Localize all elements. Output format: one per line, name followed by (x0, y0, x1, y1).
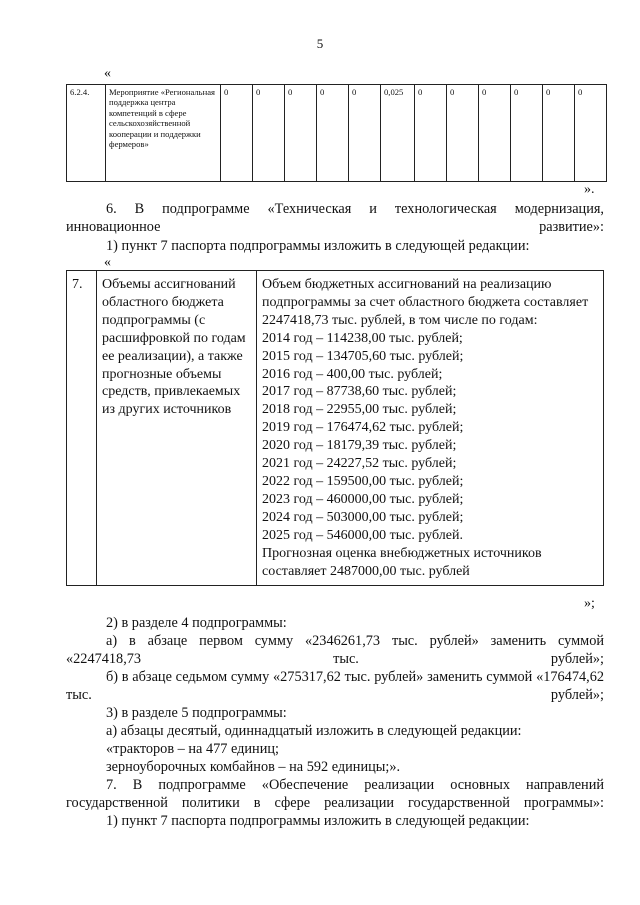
section-7-heading: 7. В подпрограмме «Обеспечение реализации основных направлений государственной политики в сфере реализации государственной программы»: (66, 777, 604, 811)
tractors-line: «тракторов – на 477 единиц; (106, 741, 279, 757)
passport-item-number: 7. (67, 271, 97, 586)
year-allocation: 2014 год – 114238,00 тыс. рублей; (262, 330, 463, 346)
budget-intro: Объем бюджетных ассигнований на реализацию подпрограммы за счет областного бюджета составляет 2247418,73 тыс. рублей, в том числе по годам: (262, 277, 589, 328)
opening-quote: « (104, 66, 111, 81)
activity-name: Мероприятие «Региональная поддержка центра компетенций в сфере сельскохозяйственной кооперации и поддержки фермеров» (106, 85, 221, 182)
year-allocation: 2025 год – 546000,00 тыс. рублей. (262, 527, 463, 543)
value-cell: 0 (511, 85, 543, 182)
value-cell: 0 (415, 85, 447, 182)
value-cell: 0,025 (381, 85, 415, 182)
value-cell: 0 (575, 85, 607, 182)
page-number: 5 (316, 36, 324, 51)
table-row (67, 85, 607, 182)
year-allocation: 2018 год – 22955,00 тыс. рублей; (262, 402, 457, 418)
value-cell: 0 (479, 85, 511, 182)
value-cell: 0 (253, 85, 285, 182)
activity-code: 6.2.4. (67, 85, 106, 182)
value-cell: 0 (317, 85, 349, 182)
combines-line: зерноуборочных комбайнов – на 592 единицы;». (106, 759, 401, 775)
value-cell: 0 (221, 85, 253, 182)
year-allocation: 2021 год – 24227,52 тыс. рублей; (262, 456, 457, 472)
item-3a: а) абзацы десятый, одиннадцатый изложить в следующей редакции: (106, 723, 522, 739)
extrabudgetary-estimate: Прогнозная оценка внебюджетных источников составляет 2487000,00 тыс. рублей (262, 545, 542, 579)
section-7-item-1: 1) пункт 7 паспорта подпрограммы изложить в следующей редакции: (106, 813, 530, 829)
section-6-item-1: 1) пункт 7 паспорта подпрограммы изложить в следующей редакции: (106, 238, 530, 254)
value-cell: 0 (543, 85, 575, 182)
value-cell: 0 (349, 85, 381, 182)
activity-table (66, 84, 607, 182)
value-cell: 0 (285, 85, 317, 182)
opening-quote: « (104, 255, 111, 270)
year-allocation: 2015 год – 134705,60 тыс. рублей; (262, 348, 464, 364)
item-2: 2) в разделе 4 подпрограммы: (106, 615, 287, 631)
table-row (67, 271, 604, 586)
section-6-heading: 6. В подпрограмме «Техническая и технологическая модернизация, инновационное развитие»: (66, 201, 604, 235)
year-allocation: 2016 год – 400,00 тыс. рублей; (262, 366, 443, 382)
passport-item-content (257, 271, 604, 586)
year-allocation: 2019 год – 176474,62 тыс. рублей; (262, 420, 464, 436)
year-allocation: 2017 год – 87738,60 тыс. рублей; (262, 384, 457, 400)
year-allocation: 2022 год – 159500,00 тыс. рублей; (262, 473, 464, 489)
item-2b: б) в абзаце седьмом сумму «275317,62 тыс. рублей» заменить суммой «176474,62 тыс. рублей»; (66, 669, 604, 703)
closing-quote: ». (584, 182, 595, 197)
year-allocation: 2023 год – 460000,00 тыс. рублей; (262, 491, 464, 507)
year-allocation: 2024 год – 503000,00 тыс. рублей; (262, 509, 464, 525)
item-3: 3) в разделе 5 подпрограммы: (106, 705, 287, 721)
passport-item-name: Объемы ассигнований областного бюджета подпрограммы (с расшифровкой по годам ее реализации), а также прогнозные объемы средств, привлекаемых из других источников (97, 271, 257, 586)
item-2a: а) в абзаце первом сумму «2346261,73 тыс. рублей» заменить суммой «2247418,73 тыс. рублей»; (66, 633, 604, 667)
passport-table (66, 270, 604, 586)
value-cell: 0 (447, 85, 479, 182)
closing-quote: »; (584, 596, 595, 611)
year-allocation: 2020 год – 18179,39 тыс. рублей; (262, 438, 457, 454)
